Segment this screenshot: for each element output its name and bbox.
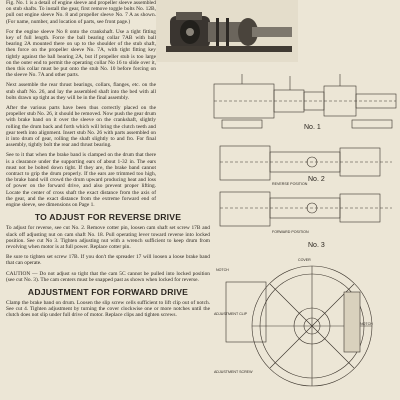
figure-2-label: No. 2 (308, 176, 325, 183)
figure-2-diagram (212, 140, 398, 240)
paragraph-assembly: After the various parts have been thus correctly placed on the propeller stub No. 26, it should be removed. Now push the gear drum with brake band on it over the sleeve on the crankshaft, slightly rolling the drum back and forth which will bring the clutch teeth and gear teeth into alignment. Insert stub No. 26 with parts assembled on it into drum of gear, rolling the shaft slightly to and fro. For final assembly, tightly bolt the rear and thrust bearing. (6, 105, 156, 149)
heading-reverse-drive: TO ADJUST FOR REVERSE DRIVE (34, 212, 182, 223)
figure-column (212, 0, 398, 400)
paragraph-fig1-intro: Fig. No. 1 is a detail of engine sleeve and propeller sleeve assembled on stub shafts. To install the gear, first remove toggle bolts No. 12B, pull out engine sleeve No. 8 and propeller sleeve No. 7 A as shown. (For name, number, and location of parts, see front page.) (6, 0, 156, 25)
heading-forward-drive: ADJUSTMENT FOR FORWARD DRIVE (27, 286, 189, 297)
paragraph-thrust-bearings: Next assemble the rear thrust bearings, collars, flanges, etc. on the stub shaft No. 26, and lay the assembled shaft into the bed with all bolts drawn up tight as they will be in the final assembly. (6, 82, 156, 101)
figure-1-diagram (212, 66, 398, 136)
paragraph-brake-band: See to it that when the brake band is clamped on the drum that there is a clearance under the supporting ears of about 1-32 in. The ears must not be bolted down tight. If they are, the brake band cannot contract to grip the drum properly. If the ears are trimmed too high, the brake band will crowd the drum upward producing heat and loss of power on the forward drive, and also prevent proper lifting. Locate the center of cross shaft the exact distance from the axis of the gear, and the exact distance from the extreme forward end of engine sleeve, see dimensions on Page 1. (6, 152, 156, 209)
paragraph-forward-adjust: Clamp the brake band on drum. Loosen the slip screw cells sufficient to lift clip out of notch. See cut 4. Tighten adjustment by turning the cover clockwise one or more notches until the clutch does not slip under full drive of motor. Replace clips and tighten screws. (6, 299, 210, 319)
paragraph-engine-sleeve: For the engine sleeve No 8 onto the crankshaft. Use a tight fitting key of full length. Force the ball bearing collar 7AB with ball bearing 2A mounted there on up to the shoulder of the stub shaft, then force on the propeller sleeve No. 7A, with tight fitting key tightly against the ball bearing 2A, but if propeller stub is too large on the outer end to permit the operating collar No 16 to slide over it, then this collar must be put onto the stub No. 10 before forcing on the sleeve No. 7A and other parts. (6, 28, 156, 79)
figure-4-label-notch-2: NOTCH (360, 322, 373, 326)
paragraph-caution: CAUTION — Do not adjust so tight that the cam 5C cannot be pulled into locked position (see cut No. 3). The cam centers must be snapped past as shown when locked for reverse. (6, 270, 210, 283)
paragraph-set-screw: Be sure to tighten set screw 17B. If you don't the spreader 17 will loosen a loose brake band that can operate. (6, 254, 210, 267)
paragraph-reverse-adjust: To adjust for reverse, see cut No. 2. Remove cotter pin, loosen cam shaft set screw 17B and slack off adjusting nut on cam shaft No. 18. Pull operating lever toward reverse into locked position. See cut No 3. Tighten adjusting nut with a wrench sufficient to keep drum from revolving when motor is at full power. Replace cotter pin. (6, 225, 210, 250)
figure-4-label-clip: ADJUSTMENT CLIP (214, 312, 248, 316)
figure-2-caption-forward: FORWARD POSITION (272, 230, 309, 234)
figure-4-label-notch-1: NOTCH (216, 268, 229, 272)
intro-block (6, 0, 156, 101)
figure-4-diagram (212, 252, 398, 398)
figure-4-label-cover: COVER (298, 258, 311, 262)
figure-3-label: No. 3 (308, 242, 325, 249)
figure-4-label-screw: ADJUSTMENT SCREW (214, 370, 253, 374)
figure-1-label: No. 1 (304, 124, 321, 131)
figure-2-caption-reverse: REVERSE POSITION (272, 182, 308, 186)
